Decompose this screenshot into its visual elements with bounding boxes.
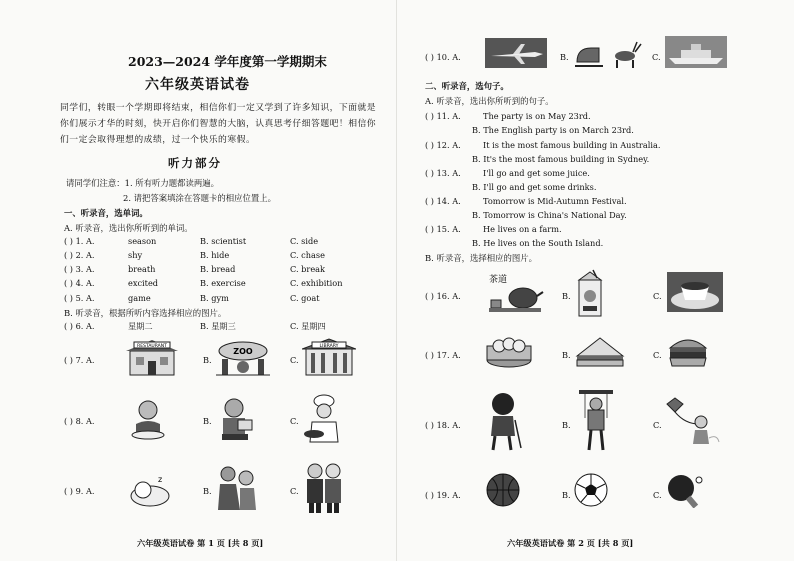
puppet-picture[interactable]	[575, 388, 617, 454]
question-7-option-c-label: C.	[290, 355, 299, 365]
boy-flying-kite-picture[interactable]	[665, 394, 721, 448]
boy-eating-picture[interactable]	[128, 398, 168, 442]
restaurant-building-picture[interactable]	[126, 337, 178, 377]
sleigh-reindeer-picture[interactable]	[573, 36, 643, 70]
question-10-option-c-label: C.	[652, 52, 661, 62]
question-6-number: ( ) 6. A.	[64, 321, 95, 331]
question-5-option-b[interactable]: B. gym	[200, 293, 229, 303]
baby-sleeping-picture[interactable]	[128, 472, 172, 508]
section-1-part-b: B. 听录音，根据所听内容选择相应的图片。	[64, 308, 227, 318]
question-14-number: ( ) 14. A.	[425, 196, 461, 206]
question-17-number: ( ) 17. A.	[425, 350, 461, 360]
question-9-option-c-label: C.	[290, 486, 299, 496]
exam-title-year: 2023—2024 学年度第一学期期末	[128, 54, 327, 69]
section-2-part-a: A. 听录音，选出你所听到的句子。	[425, 96, 554, 106]
question-13-number: ( ) 13. A.	[425, 168, 461, 178]
question-1-option-a[interactable]: season	[128, 236, 157, 246]
coffee-cup-picture[interactable]	[667, 272, 723, 312]
football-picture[interactable]	[573, 472, 609, 508]
dumplings-basket-picture[interactable]	[485, 334, 533, 368]
kids-playing-picture[interactable]	[214, 464, 260, 512]
question-17-option-c-label: C.	[653, 350, 662, 360]
question-6-option-a[interactable]: 星期二	[128, 321, 153, 331]
ship-picture[interactable]	[665, 36, 727, 68]
question-3-option-a[interactable]: breath	[128, 264, 156, 274]
question-16-number: ( ) 16. A.	[425, 291, 461, 301]
question-5-option-c[interactable]: C. goat	[290, 293, 320, 303]
question-3-option-b[interactable]: B. bread	[200, 264, 236, 274]
question-5-option-a[interactable]: game	[128, 293, 151, 303]
section-2-title: 二、听录音，选句子。	[425, 81, 509, 91]
ping-pong-paddle-picture[interactable]	[665, 472, 705, 508]
question-16-option-c-label: C.	[653, 291, 662, 301]
question-10-option-b-label: B.	[560, 52, 569, 62]
juice-box-picture[interactable]	[575, 268, 605, 318]
zoo-gate-picture[interactable]	[214, 337, 272, 377]
chef-cooking-picture[interactable]	[302, 394, 348, 444]
section-2-part-b: B. 听录音，选择相应的图片。	[425, 253, 537, 263]
question-11-option-b[interactable]: B. The English party is on March 23rd.	[472, 125, 634, 135]
question-5-number: ( ) 5. A.	[64, 293, 95, 303]
boy-singing-picture[interactable]	[485, 390, 525, 452]
section-1-part-a: A. 听录音，选出你所听到的单词。	[64, 223, 193, 233]
question-4-option-a[interactable]: excited	[128, 278, 159, 288]
question-7-option-b-label: B.	[203, 355, 212, 365]
question-1-number: ( ) 1. A.	[64, 236, 95, 246]
question-18-number: ( ) 18. A.	[425, 420, 461, 430]
question-15-option-b[interactable]: B. He lives on the South Island.	[472, 238, 604, 248]
exam-page-2	[397, 0, 794, 561]
question-17-option-b-label: B.	[562, 350, 571, 360]
svg-text:z: z	[158, 475, 163, 484]
question-2-option-c[interactable]: C. chase	[290, 250, 325, 260]
question-4-option-c[interactable]: C. exhibition	[290, 278, 343, 288]
tea-set-picture[interactable]	[485, 270, 545, 314]
question-15-number: ( ) 15. A.	[425, 224, 461, 234]
question-18-option-b-label: B.	[562, 420, 571, 430]
question-6-option-c[interactable]: C. 星期四	[290, 321, 326, 331]
question-14-option-a[interactable]: Tomorrow is Mid-Autumn Festival.	[483, 196, 627, 206]
question-19-option-b-label: B.	[562, 490, 571, 500]
question-2-option-b[interactable]: B. hide	[200, 250, 230, 260]
question-11-number: ( ) 11. A.	[425, 111, 461, 121]
page-1-footer: 六年级英语试卷 第 1 页 [共 8 页]	[137, 538, 264, 548]
question-3-option-c[interactable]: C. break	[290, 264, 326, 274]
question-12-option-b[interactable]: B. It's the most famous building in Sydney.	[472, 154, 650, 164]
notes-line-1: 请同学们注意：1. 所有听力题都读两遍。	[66, 178, 220, 188]
library-sign-text: LIBRARY	[319, 344, 339, 349]
page-2-footer: 六年级英语试卷 第 2 页 [共 8 页]	[507, 538, 634, 548]
question-6-option-b[interactable]: B. 星期三	[200, 321, 236, 331]
hamburger-picture[interactable]	[667, 332, 709, 370]
tea-caption-text: 茶道	[489, 275, 508, 285]
question-16-option-b-label: B.	[562, 291, 571, 301]
zoo-sign-text: ZOO	[233, 347, 253, 356]
question-4-number: ( ) 4. A.	[64, 278, 95, 288]
question-14-option-b[interactable]: B. Tomorrow is China's National Day.	[472, 210, 627, 220]
question-19-option-c-label: C.	[653, 490, 662, 500]
question-19-number: ( ) 19. A.	[425, 490, 461, 500]
old-couple-picture[interactable]	[302, 462, 346, 514]
sandwich-picture[interactable]	[575, 334, 625, 368]
question-7-number: ( ) 7. A.	[64, 355, 95, 365]
question-10-number: ( ) 10. A.	[425, 52, 461, 62]
question-9-number: ( ) 9. A.	[64, 486, 95, 496]
question-15-option-a[interactable]: He lives on a farm.	[483, 224, 562, 234]
question-12-number: ( ) 12. A.	[425, 140, 461, 150]
question-1-option-c[interactable]: C. side	[290, 236, 319, 246]
notes-line-2: 2. 请把答案填涂在答题卡的相应位置上。	[123, 193, 277, 203]
basketball-picture[interactable]	[485, 472, 521, 508]
question-3-number: ( ) 3. A.	[64, 264, 95, 274]
question-8-option-c-label: C.	[290, 416, 299, 426]
question-13-option-b[interactable]: B. I'll go and get some drinks.	[472, 182, 597, 192]
question-9-option-b-label: B.	[203, 486, 212, 496]
restaurant-sign-text: RESTAURANT	[137, 344, 167, 349]
library-building-picture[interactable]	[302, 337, 356, 377]
intro-paragraph: 同学们，转眼一个学期即将结束，相信你们一定又学到了许多知识，下面就是你们展示才华的时刻，快开启你们智慧的大脑，认真思考仔细答题吧！相信你们一定会取得理想的成绩，过一个快乐的寒假。	[60, 103, 377, 145]
section-1-title: 一、听录音，选单词。	[64, 208, 148, 218]
question-8-number: ( ) 8. A.	[64, 416, 95, 426]
question-2-number: ( ) 2. A.	[64, 250, 95, 260]
airplane-picture[interactable]	[485, 38, 547, 68]
question-12-option-a[interactable]: It is the most famous building in Australia.	[483, 140, 661, 150]
question-18-option-c-label: C.	[653, 420, 662, 430]
question-2-option-a[interactable]: shy	[128, 250, 143, 260]
question-1-option-b[interactable]: B. scientist	[200, 236, 247, 246]
question-11-option-a[interactable]: The party is on May 23rd.	[483, 111, 591, 121]
exam-title: 六年级英语试卷	[145, 77, 250, 93]
question-4-option-b[interactable]: B. exercise	[200, 278, 246, 288]
boy-reading-picture[interactable]	[214, 396, 256, 442]
question-8-option-b-label: B.	[203, 416, 212, 426]
question-13-option-a[interactable]: I'll go and get some juice.	[483, 168, 590, 178]
listening-heading: 听力部分	[168, 156, 222, 170]
